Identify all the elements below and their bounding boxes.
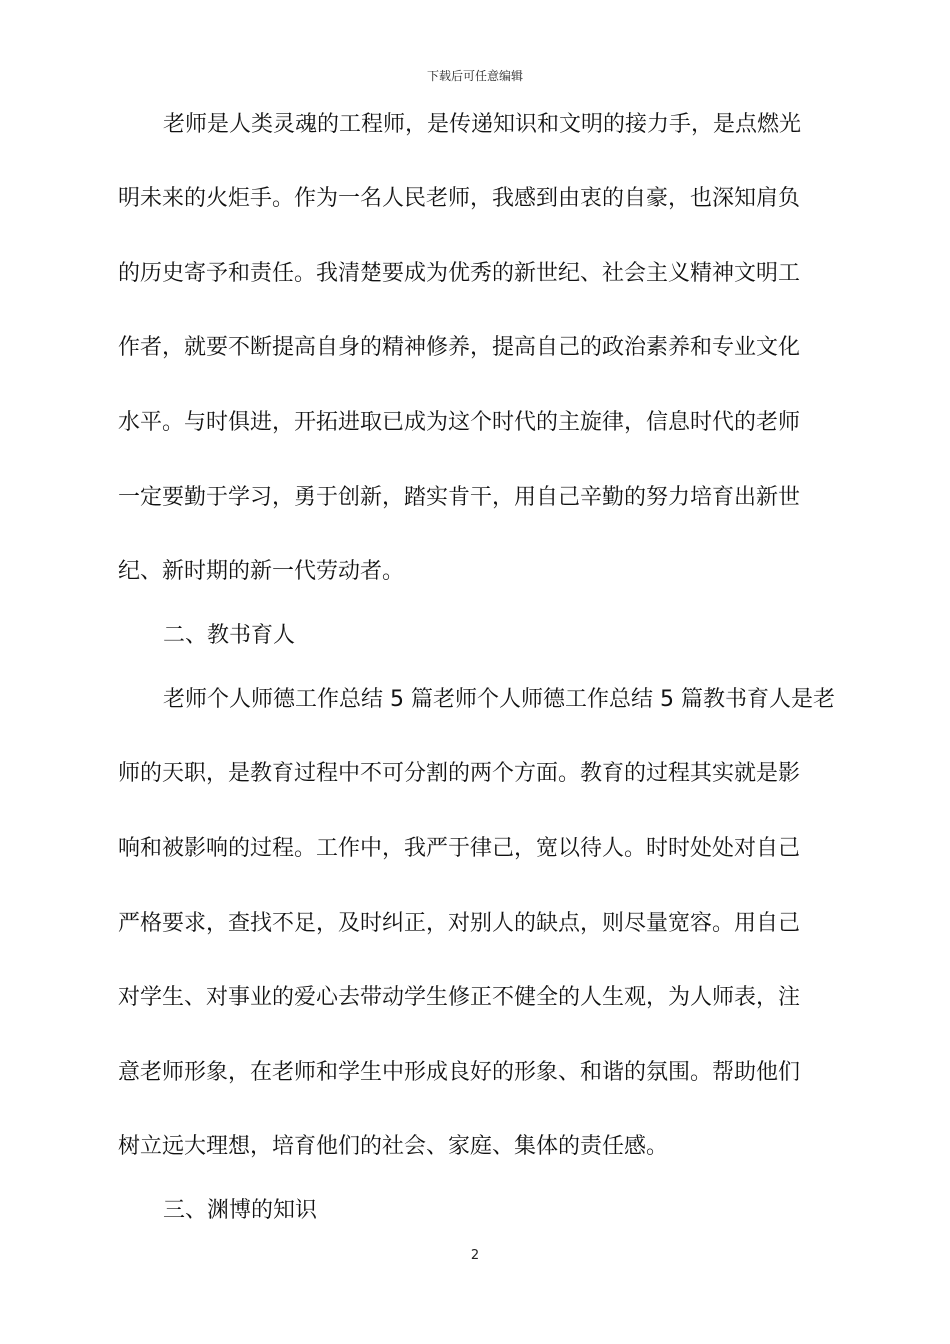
paragraph-line: 作者，就要不断提高自身的精神修养，提高自己的政治素养和专业文化	[118, 335, 801, 360]
paragraph-line: 一定要勤于学习，勇于创新，踏实肯干，用自己辛勤的努力培育出新世	[118, 485, 801, 510]
paragraph-line: 师的天职，是教育过程中不可分割的两个方面。教育的过程其实就是影	[118, 761, 801, 786]
header-note: 下载后可任意编辑	[426, 69, 523, 83]
paragraph-line: 老师个人师德工作总结 5 篇老师个人师德工作总结 5 篇教书育人是老	[163, 687, 835, 712]
page-number: 2	[470, 1248, 480, 1263]
paragraph-line: 明未来的火炬手。作为一名人民老师，我感到由衷的自豪，也深知肩负	[118, 186, 801, 211]
paragraph-line: 意老师形象，在老师和学生中形成良好的形象、和谐的氛围。帮助他们	[118, 1060, 801, 1085]
paragraph-line: 水平。与时俱进，开拓进取已成为这个时代的主旋律，信息时代的老师	[118, 410, 801, 435]
paragraph-line: 响和被影响的过程。工作中，我严于律己，宽以待人。时时处处对自己	[118, 836, 801, 861]
paragraph-line: 严格要求，查找不足，及时纠正，对别人的缺点，则尽量宽容。用自己	[118, 911, 801, 936]
paragraph-line: 纪、新时期的新一代劳动者。	[118, 559, 405, 584]
section-heading: 三、渊博的知识	[163, 1198, 318, 1223]
paragraph-line: 树立远大理想，培育他们的社会、家庭、集体的责任感。	[118, 1134, 669, 1159]
paragraph-line: 老师是人类灵魂的工程师，是传递知识和文明的接力手，是点燃光	[163, 112, 802, 137]
paragraph-line: 对学生、对事业的爱心去带动学生修正不健全的人生观，为人师表，注	[118, 985, 801, 1010]
section-heading: 二、教书育人	[163, 623, 296, 648]
paragraph-line: 的历史寄予和责任。我清楚要成为优秀的新世纪、社会主义精神文明工	[118, 261, 801, 286]
